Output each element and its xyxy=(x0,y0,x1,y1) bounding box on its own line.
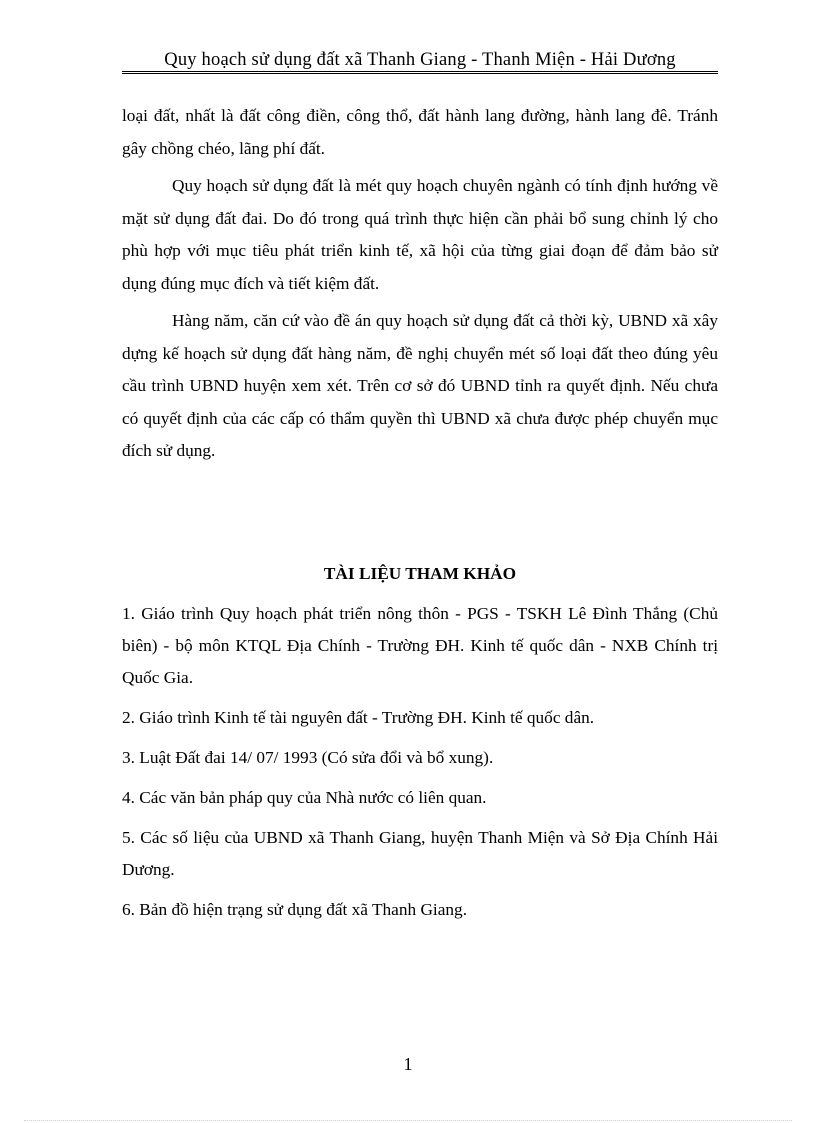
paragraph-continuation: loại đất, nhất là đất công điền, công thổ, đất hành lang đường, hành lang đê. Tránh gây chồng chéo, lãng phí đất. xyxy=(122,106,718,158)
reference-item: 5. Các số liệu của UBND xã Thanh Giang, huyện Thanh Miện và Sở Địa Chính Hải Dương. xyxy=(122,828,718,879)
reference-item: 2. Giáo trình Kinh tế tài nguyên đất - Trường ĐH. Kinh tế quốc dân. xyxy=(122,708,595,727)
running-header: Quy hoạch sử dụng đất xã Thanh Giang - Thanh Miện - Hải Dương xyxy=(164,50,676,70)
reference-item: 3. Luật Đất đai 14/ 07/ 1993 (Có sửa đổi và bổ xung). xyxy=(122,748,494,767)
page-edge-dots xyxy=(24,1120,792,1121)
page-number: 1 xyxy=(403,1054,413,1074)
paragraph-planning: Quy hoạch sử dụng đất là mét quy hoạch chuyên ngành có tính định hướng về mặt sử dụng đất đai. Do đó trong quá trình thực hiện cần phải bổ sung chỉnh lý cho phù hợp với mục tiêu phát triển kinh tế, xã hội của từng giai đoạn để đảm bảo sử dụng đúng mục đích và tiết kiệm đất. xyxy=(122,176,718,293)
header-rule-top xyxy=(122,71,718,72)
body-text xyxy=(122,100,718,473)
reference-item: 6. Bản đồ hiện trạng sử dụng đất xã Thanh Giang. xyxy=(122,900,468,919)
paragraph-annual-plan: Hàng năm, căn cứ vào đề án quy hoạch sử dụng đất cả thời kỳ, UBND xã xây dựng kế hoạch sử dụng đất hàng năm, đề nghị chuyển mét số loại đất theo đúng yêu cầu trình UBND huyện xem xét. Trên cơ sở đó UBND tỉnh ra quyết định. Nếu chưa có quyết định của các cấp có thẩm quyền thì UBND xã chưa được phép chuyển mục đích sử dụng. xyxy=(122,311,718,460)
references-list xyxy=(122,598,718,934)
reference-item: 4. Các văn bản pháp quy của Nhà nước có liên quan. xyxy=(122,788,487,807)
header-rule-bottom xyxy=(122,73,718,74)
reference-item: 1. Giáo trình Quy hoạch phát triển nông thôn - PGS - TSKH Lê Đình Thắng (Chủ biên) - bộ môn KTQL Địa Chính - Trường ĐH. Kinh tế quốc dân - NXB Chính trị Quốc Gia. xyxy=(122,604,718,687)
references-heading: TÀI LIỆU THAM KHẢO xyxy=(323,564,517,583)
